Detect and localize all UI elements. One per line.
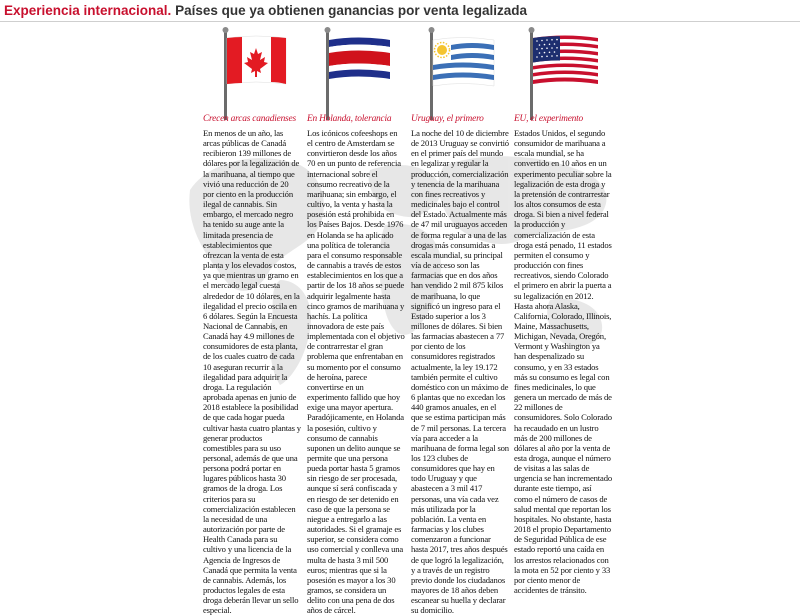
costa-rica-flag-block	[318, 26, 438, 121]
column-subtitle: Uruguay, el primero	[411, 114, 484, 124]
costa-rica-flag-icon	[318, 26, 438, 121]
page-header	[0, 0, 800, 22]
column-subtitle: Crecen arcas canadienses	[203, 114, 296, 124]
column-body: Estados Unidos, el segundo consumidor de marihuana a escala mundial, se ha convertido en 10 años en un experimento peculiar sobre la legalización de esta droga y la pretensión de contrarrestar los altos consumos de esta droga. Si bien a nivel federal la producción y comercialización de esta droga está penado, 11 estados permiten el consumo y producción con fines recreativos, siendo Colorado el primero en abrir la puerta a su legalización en 2012. Hasta ahora Alaska, California, Colorado, Illinois, Maine, Massachusetts, Michigan, Nevada, Oregón, Vermont y Washington ya han despenalizado su consumo, y en 33 estados más su consumo es legal con fines medicinales, lo que genera un mercado de más de 22 millones de consumidores. Solo Colorado ha recaudado en un lustro más de 200 millones de dólares al año por la venta de esta droga, aunque el número de visitas a las salas de urgencia se han incrementado durante este tiempo, así como el número de casos de salud mental que reportan los hospitales. No obstante, hasta 2018 el propio Departamento de Seguridad Pública de ese estado reportó una caída en los arrestos relacionados con la mota en 52 por ciento y 33 por ciento menor de accidentes de tránsito.	[514, 128, 613, 596]
column-canada	[203, 114, 301, 616]
column-holanda	[307, 114, 405, 616]
column-body: En menos de un año, las arcas públicas de Canadá recibieron 139 millones de dólares por la legalización de la marihuana, al tiempo que vivió una reducción de 20 por ciento en la producción ilegal de cannabis. Sin embargo, el mercado negro ha tenido su auge ante la limitada presencia de establecimientos que ofrezcan la venta de esta planta y los elevados costos, ya que mientras un gramo en el mercado legal cuesta alrededor de 10 dólares, en la ilegalidad el precio oscila en 6 dólares. Según la Encuesta Nacional de Cannabis, en Canadá hay 4.9 millones de consumidores de esta planta, de los cuales cuatro de cada 10 aseguran recurrir a la ilegalidad para adquirir la droga. La regulación aprobada apenas en junio de 2018 establece la posibilidad de que cada hogar pueda cultivar hasta cuatro plantas y generar productos comestibles para su uso personal, además de que una persona podrá portar en lugares públicos hasta 30 gramos de la droga. Los criterios para su comercialización establecen la necesidad de una autorización por parte de Health Canada para su cultivo y una licencia de la Agencia de Ingresos de Canadá que permita la venta de cannabis. Además, los productos legales de esta droga deberán llevar un sello especial.	[203, 128, 301, 616]
column-body: Los icónicos cofeeshops en el centro de Amsterdam se convirtieron desde los años 70 en un punto de referencia internacional sobre el consumo recreativo de la marihuana; sin embargo, el cultivo, la venta y hasta la posesión está prohibida en los Países Bajos. Desde 1976 en Holanda se ha aplicado una política de tolerancia para el consumo responsable de cannabis a través de estos establecimientos en los que a partir de los 18 años se puede adquirir legalmente hasta cinco gramos de marihuana y hachís. La política innovadora de este país implementada con el objetivo de contrarrestar el gran problema que enfrentaban en su momento por el consumo de heroína, parece convertirse en un experimento fallido que hoy exige una mayor apertura. Paradójicamente, en Holanda la posesión, cultivo y consumo de cannabis suponen un delito aunque se permite que una persona pueda portar hasta 5 gramos sin riesgo de ser procesada, aunque sí será confiscada y en riesgo de ser detenido en caso de que la persona se niegue a entregarlo a las autoridades. Si el gramaje es superior, se considera como uso comercial y conlleva una multa de hasta 3 mil 500 euros; mientras que si la posesión es mayor a los 30 gramos, se considera un delito con una pena de dos años de cárcel.	[307, 128, 405, 616]
column-eu	[514, 114, 613, 596]
usa-flag-icon	[522, 26, 642, 121]
header-rule	[0, 21, 800, 22]
header-title: Países que ya obtienen ganancias por venta legalizada	[175, 3, 527, 18]
column-body: La noche del 10 de diciembre de 2013 Uruguay se convirtió en el primer país del mundo en legalizar y regular la producción, comercialización y tenencia de la marihuana con fines recreativos y medicinales bajo el control del Estado. Actualmente más de 47 mil uruguayos acceden de forma regular a una de las drogas más consumidas a escala mundial, su principal vía de acceso son las farmacias que en dos años han vendido 2 mil 875 kilos de marihuana, lo que significó un ingreso para el Estado superior a los 3 millones de dólares. Si bien las farmacias abastecen a 77 por ciento de los consumidores registrados actualmente, la ley 19.172 también permite el cultivo doméstico con un máximo de 6 plantas que no excedan los 440 gramos anuales, en el que se estima participan más de 7 mil personas. La tercera vía para acceder a la marihuana de forma legal son los 123 clubes de consumidores que hay en todo Uruguay y que abastecen a 3 mil 417 personas, una vía cada vez más utilizada por la población. La venta en farmacias y los clubes comenzaron a funcionar hasta 2017, tres años después de que logró la legalización, y a través de un registro previo donde los ciudadanos mayores de 18 años deben escanear su huella y declarar su domicilio.	[411, 128, 509, 616]
column-subtitle: En Holanda, tolerancia	[307, 114, 392, 124]
header-lead: Experiencia internacional.	[4, 3, 172, 18]
usa-flag-block	[522, 26, 642, 121]
column-subtitle: EU, el experimento	[514, 114, 584, 124]
column-uruguay	[411, 114, 509, 616]
